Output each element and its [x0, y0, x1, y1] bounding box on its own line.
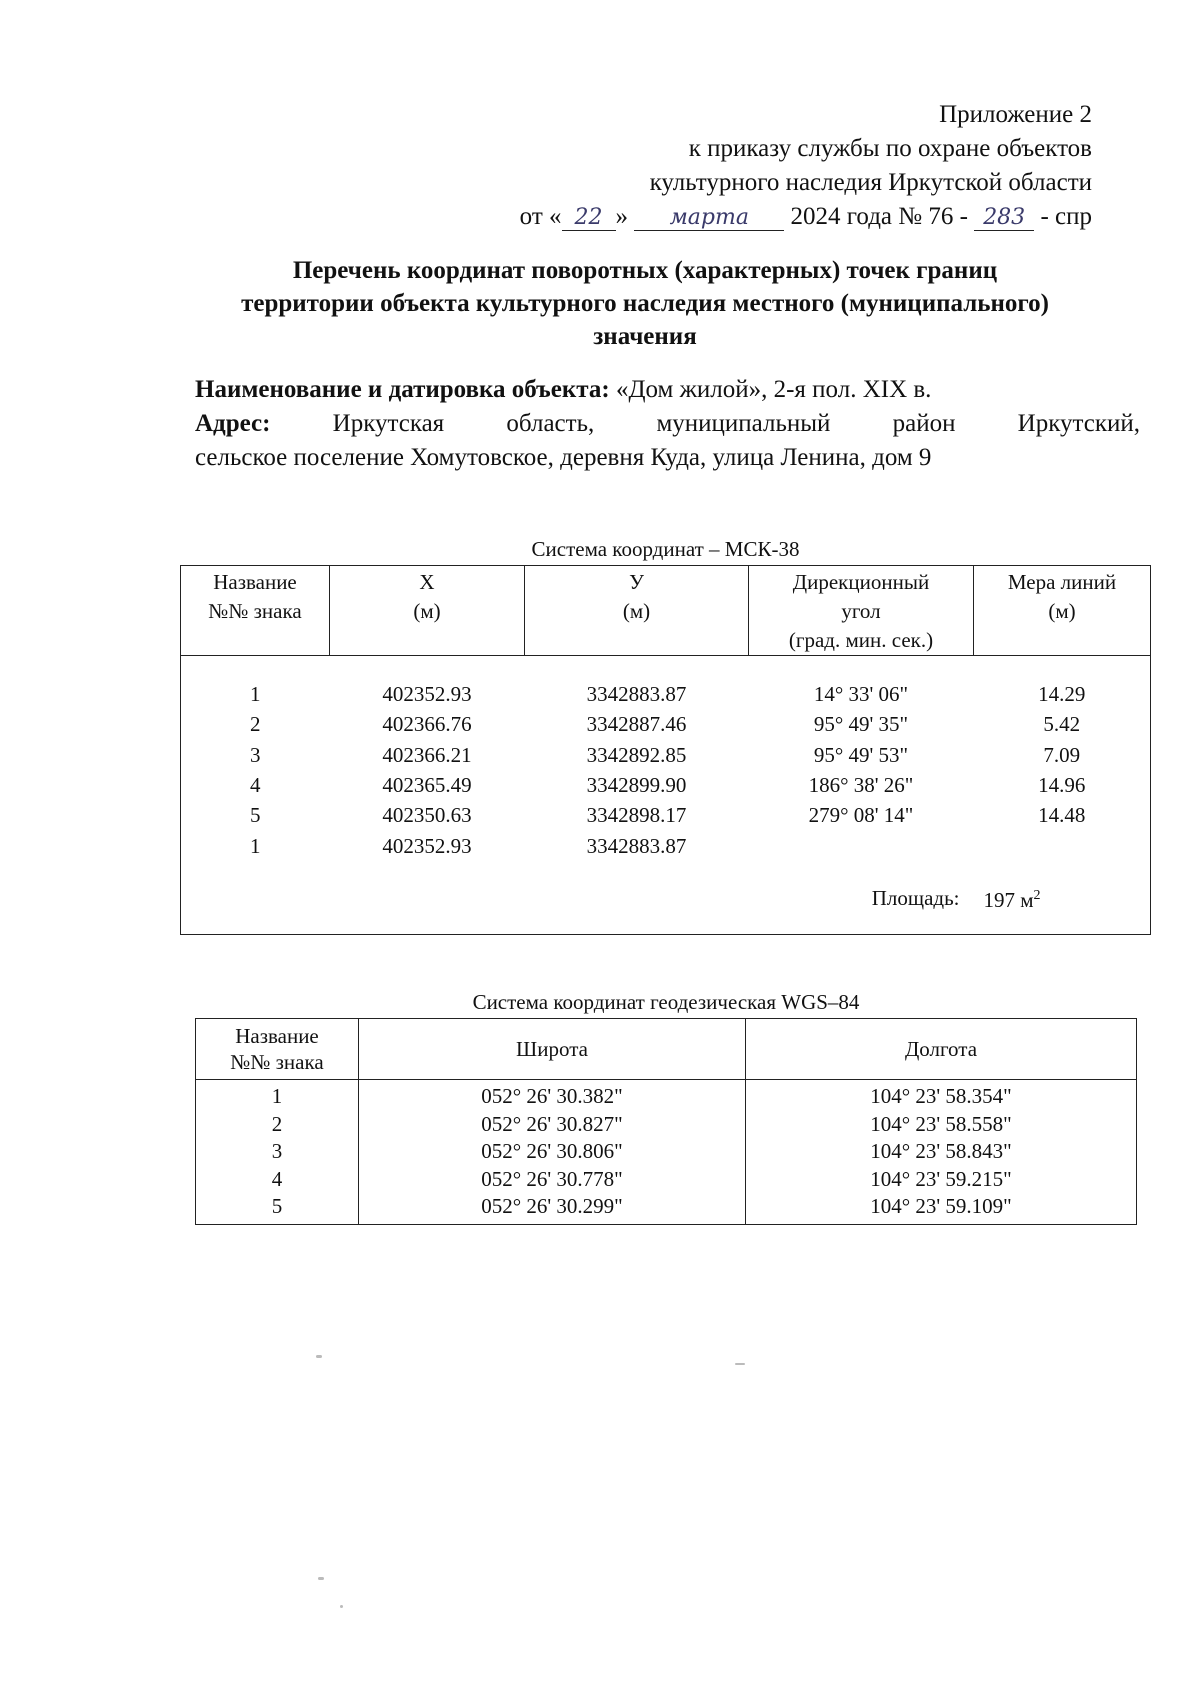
- cell-y: 3342887.46: [586, 712, 687, 737]
- header-text: (м): [622, 599, 651, 623]
- cell-latitude: 052° 26' 30.778": [359, 1166, 746, 1194]
- cell-x: 402350.63: [382, 803, 472, 828]
- table-row: [181, 680, 1151, 710]
- cell-bearing: 186° 38' 26": [808, 772, 914, 797]
- header-y: [525, 566, 749, 656]
- cell-length: 5.42: [1043, 712, 1081, 737]
- cell-length: 7.09: [1043, 742, 1081, 767]
- cell-point: 1: [196, 1080, 359, 1111]
- table-row: [181, 801, 1151, 831]
- header-line-length: [974, 566, 1151, 656]
- header-point-name: [196, 1019, 359, 1080]
- table-row: [196, 1138, 1137, 1166]
- scan-speck: [318, 1577, 324, 1580]
- appendix-number: Приложение 2: [939, 101, 1092, 128]
- scan-speck: [340, 1605, 343, 1608]
- header-text: №№ знака: [230, 1050, 324, 1074]
- order-reference-line: к приказу службы по охране объектов: [688, 135, 1092, 162]
- cell-bearing: [749, 832, 974, 862]
- address-word: Иркутский,: [1017, 410, 1140, 437]
- cell-longitude: 104° 23' 58.354": [746, 1080, 1137, 1111]
- cell-x: 402352.93: [382, 833, 472, 858]
- area-unit-superscript: 2: [1033, 888, 1041, 903]
- header-x: [330, 566, 525, 656]
- header-text: Мера линий: [1007, 570, 1117, 594]
- cell-y: 3342892.85: [586, 742, 687, 767]
- table-row: [196, 1193, 1137, 1224]
- spacer-cell: [181, 656, 1151, 681]
- cell-length: 14.29: [1038, 682, 1086, 706]
- header-text: X: [419, 570, 435, 594]
- cell-point: 4: [196, 1166, 359, 1194]
- address-word: Иркутская: [332, 410, 445, 437]
- area-value: 197 м: [983, 888, 1034, 912]
- header-text: (м): [1048, 599, 1076, 623]
- address-word: район: [892, 410, 956, 437]
- header-text: угол: [841, 599, 881, 623]
- header-point-name: [181, 566, 330, 656]
- cell-longitude: 104° 23' 58.558": [746, 1111, 1137, 1139]
- table-row: [181, 741, 1151, 771]
- cell-length: [974, 832, 1151, 862]
- cell-latitude: 052° 26' 30.806": [359, 1138, 746, 1166]
- cell-x: 402365.49: [382, 772, 472, 797]
- cell-point: 5: [250, 803, 261, 828]
- header-text: (м): [413, 599, 441, 623]
- table1-caption: Система координат – МСК-38: [531, 537, 800, 561]
- cell-point: 4: [250, 772, 261, 797]
- table-header-row: [196, 1019, 1137, 1080]
- handwritten-order-number: 283: [974, 206, 1034, 231]
- order-date-line: [520, 200, 1092, 234]
- area-label: Площадь:: [871, 886, 960, 910]
- table-row: [181, 710, 1151, 740]
- cell-point: 1: [250, 682, 261, 706]
- table2-caption: Система координат геодезическая WGS–84: [472, 990, 860, 1014]
- object-name-label: Наименование и датировка объекта:: [195, 376, 610, 403]
- cell-longitude: 104° 23' 58.843": [746, 1138, 1137, 1166]
- spacer-row: [181, 656, 1151, 681]
- cell-y: 3342883.87: [586, 682, 687, 706]
- header-text: У: [629, 570, 644, 594]
- cell-longitude: 104° 23' 59.109": [746, 1193, 1137, 1224]
- object-name-value: «Дом жилой», 2-я пол. XIX в.: [615, 376, 932, 403]
- cell-longitude: 104° 23' 59.215": [746, 1166, 1137, 1194]
- table-row: [181, 832, 1151, 862]
- object-info: [195, 373, 1140, 475]
- address-word: муниципальный: [656, 410, 831, 437]
- appendix-header: [520, 98, 1092, 234]
- date-prefix: от «: [519, 203, 562, 230]
- cell-y: 3342883.87: [586, 833, 687, 858]
- cell-bearing: 14° 33' 06": [813, 682, 909, 706]
- header-text: Дирекционный: [792, 570, 930, 594]
- object-name-line: [195, 373, 1140, 407]
- cell-bearing: 95° 49' 53": [813, 742, 909, 767]
- cell-y: 3342899.90: [586, 772, 687, 797]
- table-row: [196, 1166, 1137, 1194]
- cell-point: 2: [196, 1111, 359, 1139]
- cell-latitude: 052° 26' 30.299": [359, 1193, 746, 1224]
- date-quote-close: »: [615, 203, 629, 230]
- cell-bearing: 95° 49' 35": [813, 712, 909, 737]
- header-latitude: Широта: [359, 1019, 746, 1080]
- cell-point: 3: [196, 1138, 359, 1166]
- cell-point: 5: [196, 1193, 359, 1224]
- area-row: [181, 862, 1151, 935]
- cell-length: 14.96: [1038, 772, 1086, 797]
- scan-speck: [735, 1363, 745, 1365]
- document-title: [170, 254, 1120, 353]
- table-row: [196, 1080, 1137, 1111]
- cell-x: 402352.93: [382, 682, 472, 706]
- year-and-number: 2024 года № 76 -: [790, 203, 968, 230]
- table-row: [181, 771, 1151, 801]
- address-line-2: сельское поселение Хомутовское, деревня Куда, улица Ленина, дом 9: [195, 444, 932, 471]
- cell-x: 402366.21: [382, 742, 472, 767]
- cell-latitude: 052° 26' 30.827": [359, 1111, 746, 1139]
- cell-x: 402366.76: [382, 712, 472, 737]
- title-line-2: территории объекта культурного наследия местного (муниципального): [241, 290, 1049, 317]
- area-value-cell: [974, 862, 1151, 935]
- cell-bearing: 279° 08' 14": [808, 803, 914, 828]
- handwritten-day: 22: [562, 206, 616, 231]
- cell-length: 14.48: [1038, 803, 1086, 828]
- cell-point: 3: [250, 742, 261, 767]
- address-label: Адрес:: [195, 410, 271, 437]
- order-suffix: - спр: [1040, 203, 1092, 230]
- address-line-1: [195, 407, 1140, 441]
- address-word: область,: [506, 410, 595, 437]
- order-authority-line: культурного наследия Иркутской области: [649, 169, 1092, 196]
- table-row: [196, 1111, 1137, 1139]
- header-text: (град. мин. сек.): [788, 628, 934, 652]
- cell-latitude: 052° 26' 30.382": [359, 1080, 746, 1111]
- cell-point: 2: [250, 712, 261, 737]
- header-text: Название: [213, 570, 297, 594]
- wgs84-coordinates-table: [195, 1018, 1137, 1225]
- handwritten-month: марта: [634, 206, 784, 231]
- title-line-1: Перечень координат поворотных (характерных) точек границ: [292, 257, 998, 284]
- title-line-3: значения: [593, 323, 697, 350]
- msk38-coordinates-table: [180, 565, 1151, 935]
- cell-y: 3342898.17: [586, 803, 687, 828]
- header-bearing: [749, 566, 974, 656]
- header-text: Название: [235, 1024, 319, 1048]
- table-header-row: [181, 566, 1151, 656]
- cell-point: 1: [250, 833, 261, 858]
- header-text: №№ знака: [208, 599, 302, 623]
- scan-speck: [316, 1355, 322, 1358]
- header-longitude: Долгота: [746, 1019, 1137, 1080]
